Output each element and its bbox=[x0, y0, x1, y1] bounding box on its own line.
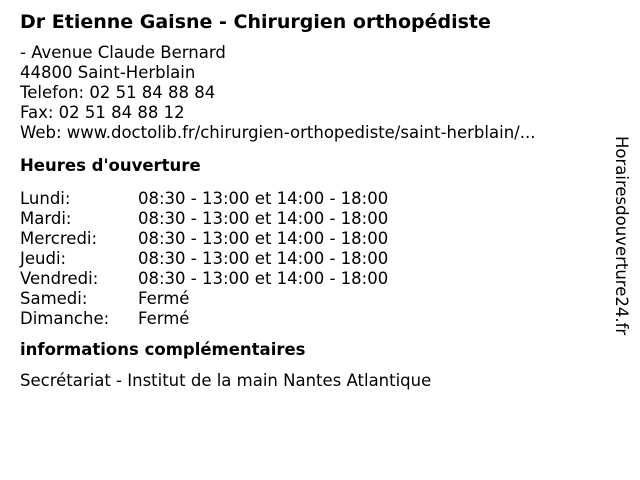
city-address: 44800 Saint-Herblain bbox=[20, 63, 196, 82]
hours-row-monday bbox=[20, 189, 590, 209]
day-label: Jeudi: bbox=[20, 249, 67, 268]
additional-info-text: Secrétariat - Institut de la main Nantes Atlantique bbox=[20, 371, 432, 390]
practice-card bbox=[20, 9, 590, 391]
hours-row-friday bbox=[20, 269, 590, 289]
website-link[interactable]: Web: www.doctolib.fr/chirurgien-orthopediste/saint-herblain/... bbox=[20, 123, 536, 142]
page-title: Dr Etienne Gaisne - Chirurgien orthopédiste bbox=[20, 11, 491, 33]
site-watermark bbox=[613, 136, 633, 371]
hours-row-thursday bbox=[20, 249, 590, 269]
day-label: Dimanche: bbox=[20, 309, 110, 328]
day-label: Vendredi: bbox=[20, 269, 99, 288]
day-hours: Fermé bbox=[138, 309, 190, 328]
hours-row-tuesday bbox=[20, 209, 590, 229]
address-block bbox=[20, 43, 590, 143]
day-label: Samedi: bbox=[20, 289, 88, 308]
opening-hours-table bbox=[20, 189, 590, 329]
phone-number: Telefon: 02 51 84 88 84 bbox=[20, 83, 216, 102]
hours-row-saturday bbox=[20, 289, 590, 309]
day-hours: 08:30 - 13:00 et 14:00 - 18:00 bbox=[138, 209, 389, 228]
opening-hours-heading: Heures d'ouverture bbox=[20, 156, 201, 175]
additional-info-heading: informations complémentaires bbox=[20, 340, 306, 359]
fax-number: Fax: 02 51 84 88 12 bbox=[20, 103, 185, 122]
day-label: Mercredi: bbox=[20, 229, 98, 248]
day-hours: Fermé bbox=[138, 289, 190, 308]
street-address: - Avenue Claude Bernard bbox=[20, 43, 226, 62]
hours-row-sunday bbox=[20, 309, 590, 329]
day-hours: 08:30 - 13:00 et 14:00 - 18:00 bbox=[138, 189, 389, 208]
day-label: Mardi: bbox=[20, 209, 72, 228]
day-hours: 08:30 - 13:00 et 14:00 - 18:00 bbox=[138, 229, 389, 248]
hours-row-wednesday bbox=[20, 229, 590, 249]
site-brand-text: Horairesdouverture24.fr bbox=[612, 136, 631, 336]
day-label: Lundi: bbox=[20, 189, 71, 208]
day-hours: 08:30 - 13:00 et 14:00 - 18:00 bbox=[138, 249, 389, 268]
day-hours: 08:30 - 13:00 et 14:00 - 18:00 bbox=[138, 269, 389, 288]
